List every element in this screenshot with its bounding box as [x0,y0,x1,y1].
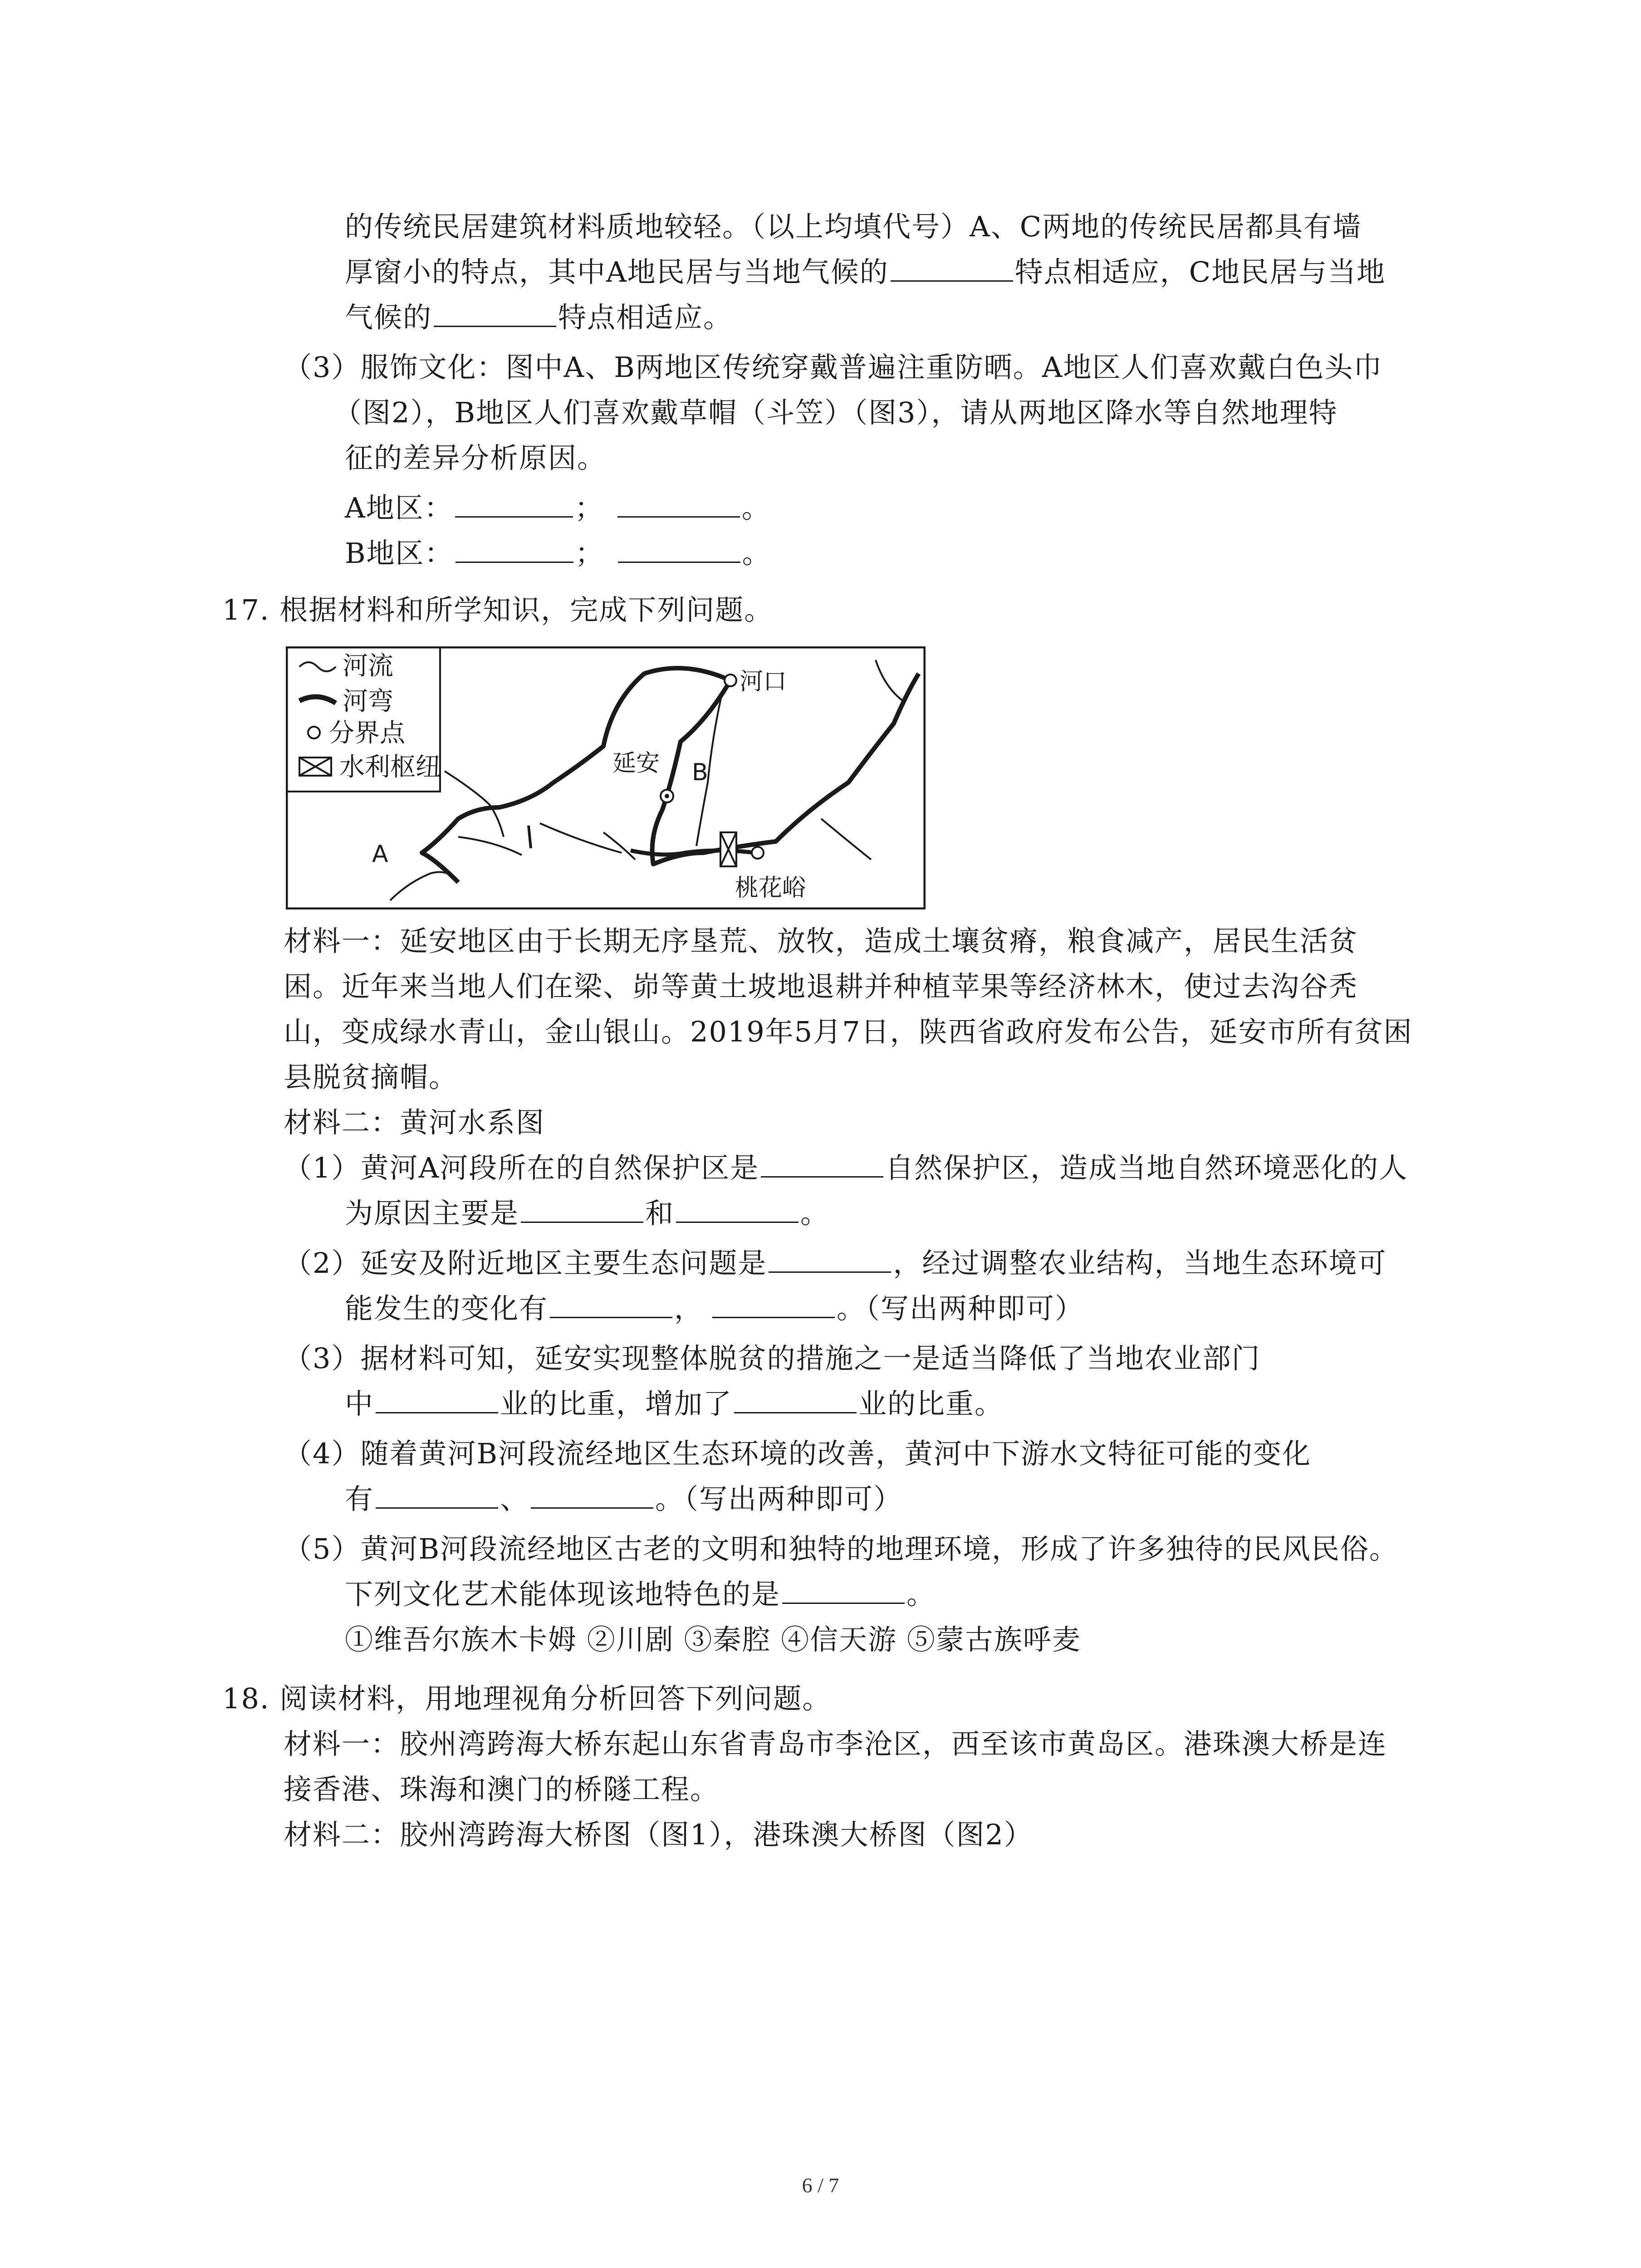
legend-river-label: 河流 [343,651,393,681]
q17-material-2 [284,1102,545,1143]
answer-blank[interactable] [891,255,1013,282]
q17-part5-line-1 [284,1529,1398,1569]
q17-material-1-line-2 [284,966,1358,1007]
page-number: 6 / 7 [802,2174,839,2197]
answer-blank[interactable] [676,1196,798,1223]
answer-blank[interactable] [618,536,740,563]
q16-text: 征的差异分析原因。 [345,441,607,474]
material-text: 困。近年来当地人们在梁、峁等黄土坡地退耕并种植苹果等经济林木，使过去沟谷秃 [284,970,1358,1003]
question-text: 、 [500,1482,529,1515]
answer-blank[interactable] [782,1577,905,1604]
dam-legend-icon [299,758,331,776]
question-text: 和 [645,1197,675,1230]
boundary-point-taohuayu [752,847,764,859]
boundary-point-legend-icon [308,727,320,738]
question-text: 业的比重。 [858,1387,1004,1420]
answer-blank[interactable] [376,1482,498,1509]
label-taohuayu: 桃花峪 [735,875,806,902]
answer-options: ①维吾尔族木卡姆 ②川剧 ③秦腔 ④信天游 ⑤蒙古族呼麦 [345,1623,1081,1656]
answer-label: B地区： [345,537,454,570]
answer-blank[interactable] [550,1291,672,1318]
material-text: 接香港、珠海和澳门的桥隧工程。 [284,1773,720,1806]
q16-part3-line-1 [284,347,1383,388]
question-text: 。（写出两种即可） [655,1482,903,1515]
label-a: A [372,841,388,868]
q17-part1-line-1 [284,1148,1408,1188]
material-text: 山，变成绿水青山，金山银山。2019年5月7日，陕西省政府发布公告，延安市所有贫困 [284,1015,1413,1048]
q16-answer-b: B地区： ； 。 [345,537,771,570]
question-heading: 18. 阅读材料，用地理视角分析回答下列问题。 [222,1682,832,1715]
answer-blank[interactable] [734,1387,857,1413]
q16-line-2 [345,252,1386,293]
q17-heading [222,590,773,631]
q16-text: 特点相适应，C地民居与当地 [1014,255,1386,288]
q16-text: 特点相适应。 [558,301,733,334]
answer-blank[interactable] [521,1196,643,1223]
material-text: 材料一：延安地区由于长期无序垦荒、放牧，造成土壤贫瘠，粮食减产，居民生活贫 [284,924,1358,958]
boundary-point-hekou [725,675,736,686]
material-text: 材料二：胶州湾跨海大桥图（图1），港珠澳大桥图（图2） [284,1818,1033,1851]
yanan-city-icon [661,790,673,802]
q17-part2-line-1 [284,1243,1386,1284]
question-text: 业的比重，增加了 [500,1387,733,1420]
q17-material-1-line-3 [284,1012,1413,1052]
q16-text: （图2），B地区人们喜欢戴草帽（斗笠）（图3），请从两地区降水等自然地理特 [333,396,1338,429]
dam-icon [720,832,736,866]
legend-point-label: 分界点 [329,719,405,748]
answer-blank[interactable] [434,300,556,327]
answer-blank[interactable] [455,491,573,518]
question-text: 。（写出两种即可） [837,1292,1084,1325]
q17-part1-line-2: 为原因主要是 和 。 [345,1197,830,1230]
q16-part3-line-2 [333,392,1337,433]
q17-part5-options [345,1619,1081,1660]
material-text: 县脱贫摘帽。 [284,1061,458,1094]
answer-blank[interactable] [376,1387,498,1413]
question-text: 下列文化艺术能体现该地特色的是 [345,1578,781,1611]
q16-answer-a: A地区： ； 。 [345,491,771,524]
q16-line-3 [345,297,732,338]
q16-line-1 [345,206,1362,247]
answer-blank[interactable] [617,491,740,518]
question-text: （5）黄河B河段流经地区古老的文明和独特的地理环境，形成了许多独待的民风民俗。 [284,1532,1399,1565]
q16-text: 气候的 [345,301,432,334]
q17-part3-line-2 [345,1383,1004,1424]
legend-bend-label: 河弯 [343,687,393,716]
q18-material-2 [284,1814,1033,1855]
q17-material-1-line-4 [284,1057,458,1098]
label-hekou: 河口 [740,668,787,695]
question-text: 有 [345,1482,374,1515]
answer-blank[interactable] [531,1482,653,1509]
label-yanan: 延安 [612,750,660,777]
material-text: 材料一：胶州湾跨海大桥东起山东省青岛市李沧区，西至该市黄岛区。港珠澳大桥是连 [284,1727,1387,1760]
q16-text: （3）服饰文化：图中A、B两地区传统穿戴普遍注重防晒。A地区人们喜欢戴白色头巾 [284,351,1383,384]
answer-blank[interactable] [456,536,573,563]
q16-part3-line-3 [345,438,606,479]
legend-dam-label: 水利枢纽 [339,753,441,782]
answer-blank[interactable] [712,1291,835,1318]
answer-blank[interactable] [769,1246,891,1273]
question-text: （1）黄河A河段所在的自然保护区是 [284,1151,759,1184]
question-text: （4）随着黄河B河段流经地区生态环境的改善，黄河中下游水文特征可能的变化 [284,1437,1312,1470]
q16-text: 的传统民居建筑材料质地较轻。（以上均填代号）A、C两地的传统民居都具有墙 [345,210,1362,243]
question-text: 为原因主要是 [345,1197,519,1230]
q17-part4-line-2 [345,1479,902,1520]
answer-blank[interactable] [761,1151,883,1178]
q17-part4-line-1 [284,1433,1311,1474]
question-text: 中 [345,1387,374,1420]
q17-part2-line-2: 能发生的变化有 ， 。（写出两种即可） [345,1292,1084,1325]
material-text: 材料二：黄河水系图 [284,1106,545,1139]
q17-material-1-line-1 [284,921,1358,962]
q18-material-1-line-2 [284,1769,719,1810]
label-b: B [692,759,708,786]
q16-text: 厚窗小的特点，其中A地民居与当地气候的 [345,255,889,288]
q17-part5-line-2: 下列文化艺术能体现该地特色的是 。 [345,1578,936,1611]
q17-part3-line-1 [284,1338,1260,1379]
q18-material-1-line-1 [284,1724,1387,1765]
question-text: （2）延安及附近地区主要生态问题是 [284,1246,767,1280]
q18-heading [222,1678,831,1719]
question-text: 自然保护区，造成当地自然环境恶化的人 [885,1151,1408,1184]
question-text: 能发生的变化有 [345,1292,549,1325]
question-text: ，经过调整农业结构，当地生态环境可 [893,1246,1387,1280]
yellow-river-map [286,646,926,909]
question-heading: 17. 根据材料和所学知识，完成下列问题。 [222,593,774,626]
question-text: （3）据材料可知，延安实现整体脱贫的措施之一是适当降低了当地农业部门 [284,1342,1261,1375]
answer-label: A地区： [345,491,453,524]
